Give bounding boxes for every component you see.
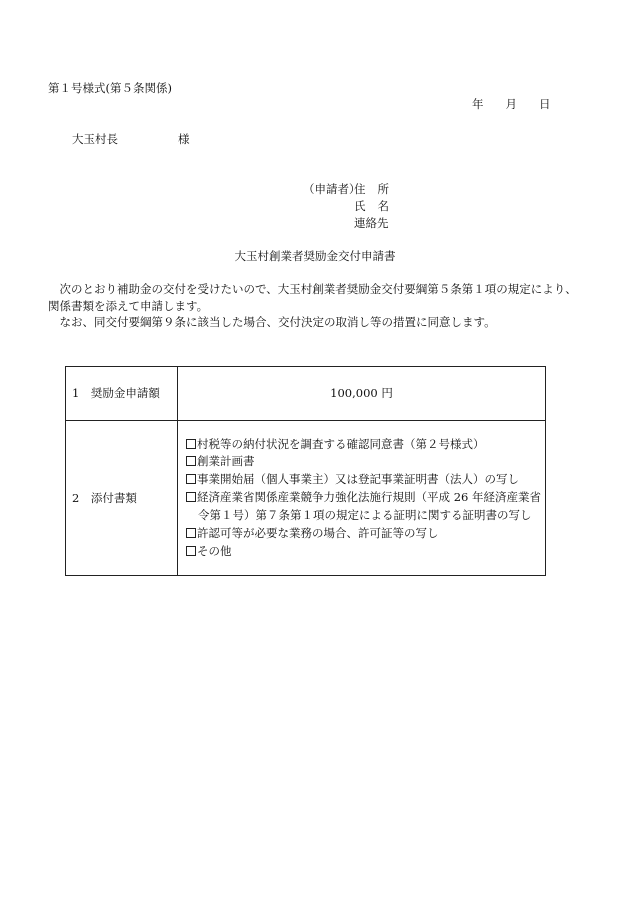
list-item — [186, 471, 541, 489]
list-item — [186, 453, 541, 471]
list-item — [186, 543, 541, 561]
form-number: 第１号様式(第５条関係) — [48, 81, 172, 95]
attachment-text: その他 — [197, 543, 232, 558]
checkbox[interactable] — [186, 474, 196, 484]
document-title: 大玉村創業者奨励金交付申請書 — [234, 249, 396, 263]
amount-label: 1 奨励金申請額 — [66, 367, 178, 421]
checkbox[interactable] — [186, 492, 196, 502]
list-item-continuation — [186, 507, 541, 525]
amount-value: 100,000 円 — [178, 367, 546, 421]
attachment-text: 創業計画書 — [197, 454, 255, 469]
applicant-address-label: 住所 — [354, 182, 401, 196]
applicant-name-label: 氏名 — [354, 199, 401, 213]
attachment-text: 村税等の納付状況を調査する確認同意書（第２号様式） — [197, 436, 485, 451]
checkbox[interactable] — [186, 528, 196, 538]
attachment-text: 事業開始届（個人事業主）又は登記事業証明書（法人）の写し — [197, 472, 520, 487]
attachments-label: 2 添付書類 — [66, 421, 178, 576]
addressee — [72, 132, 190, 147]
applicant-tag: （申請者） — [303, 182, 361, 196]
date-line — [472, 97, 551, 112]
applicant-contact-label: 連絡先 — [354, 216, 389, 230]
checkbox[interactable] — [186, 439, 196, 449]
attachment-text: 令第１号）第７条第１項の規定による証明に関する証明書の写し — [198, 507, 532, 522]
attachments-list — [186, 436, 541, 561]
application-table — [65, 366, 546, 576]
attachments-cell — [178, 421, 546, 576]
checkbox[interactable] — [186, 546, 196, 556]
body-text — [48, 281, 588, 331]
checkbox[interactable] — [186, 456, 196, 466]
body-paragraph: なお、同交付要綱第９条に該当した場合、交付決定の取消し等の措置に同意します。 — [59, 315, 496, 330]
list-item — [186, 525, 541, 543]
date-year-label: 年 — [472, 97, 484, 111]
list-item — [186, 489, 541, 507]
addressee-name: 大玉村長 — [72, 132, 118, 146]
table-row — [66, 367, 546, 421]
table-row — [66, 421, 546, 576]
date-day-label: 日 — [539, 97, 551, 111]
attachment-text: 経済産業省関係産業競争力強化法施行規則（平成 26 年経済産業省 — [197, 490, 541, 505]
body-paragraph: 次のとおり補助金の交付を受けたいので、大玉村創業者奨励金交付要綱第５条第１項の規定により、関係書類を添えて申請します。 — [48, 282, 577, 313]
attachment-text: 許認可等が必要な業務の場合、許可証等の写し — [197, 525, 439, 540]
date-month-label: 月 — [505, 97, 517, 111]
list-item — [186, 436, 541, 454]
addressee-honorific: 様 — [178, 132, 190, 146]
